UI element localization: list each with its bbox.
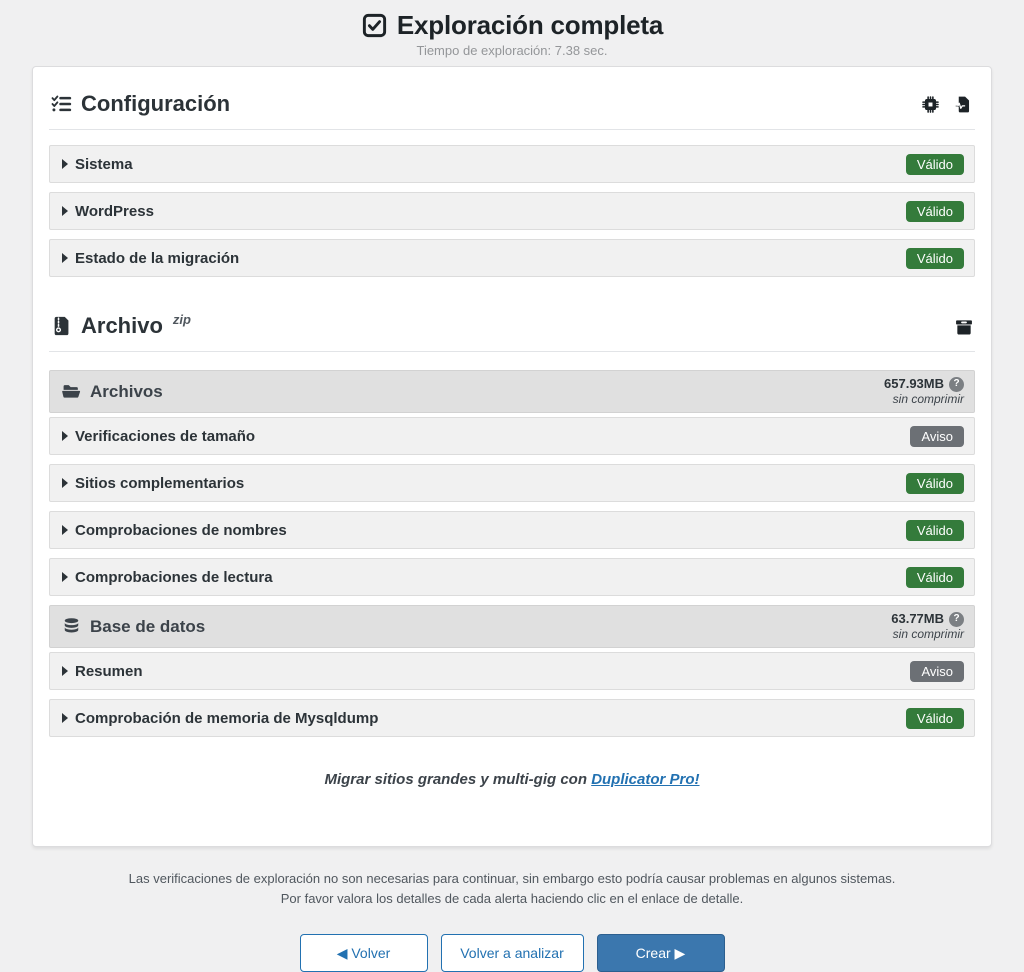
question-circle-icon[interactable]: ? [949, 377, 964, 392]
file-waveform-icon[interactable] [954, 95, 973, 114]
config-section-heading [49, 81, 975, 130]
file-zipper-icon [51, 315, 73, 337]
status-badge: Válido [906, 567, 964, 588]
promo-text-label: Migrar sitios grandes y multi-gig con [324, 771, 588, 788]
row-comprobaciones-nombres[interactable] [49, 511, 975, 549]
page-title: Exploración completa [396, 10, 664, 40]
archive-section-heading [49, 303, 975, 352]
back-button[interactable]: ◀ Volver [300, 934, 428, 972]
config-section-title: Configuración [81, 91, 231, 116]
folder-open-icon [62, 382, 81, 401]
row-verificaciones-tamano[interactable] [49, 417, 975, 455]
footer-note-line1: Las verificaciones de exploración no son necesarias para continuar, sin embargo esto podría causar problemas en algunos sistemas. [128, 871, 896, 886]
database-group-title: Base de datos [90, 616, 206, 636]
expand-arrow-icon [62, 666, 68, 676]
row-sitios-complementarios[interactable] [49, 464, 975, 502]
rescan-button[interactable]: Volver a analizar [441, 934, 584, 972]
create-button[interactable]: Crear ▶ [597, 934, 725, 972]
database-icon [62, 617, 81, 636]
status-badge: Aviso [910, 661, 964, 682]
row-estado-migracion[interactable] [49, 239, 975, 277]
duplicator-pro-link[interactable]: Duplicator Pro! [591, 771, 700, 788]
scan-time-subtitle: Tiempo de exploración: 7.38 sec. [416, 43, 608, 58]
expand-arrow-icon [62, 525, 68, 535]
expand-arrow-icon [62, 431, 68, 441]
status-badge: Válido [906, 473, 964, 494]
database-size-value: 63.77MB [891, 610, 944, 626]
archive-format-label: zip [172, 311, 191, 327]
expand-arrow-icon [62, 572, 68, 582]
footer-note-line2: Por favor valora los detalles de cada alerta haciendo clic en el enlace de detalle. [280, 890, 744, 906]
status-badge: Aviso [910, 426, 964, 447]
archive-section-title: Archivo [81, 313, 163, 338]
row-label: Sistema [75, 155, 133, 173]
row-label: WordPress [75, 202, 154, 220]
expand-arrow-icon [62, 713, 68, 723]
row-label: Resumen [75, 662, 143, 680]
status-badge: Válido [906, 248, 964, 269]
list-check-icon [51, 93, 73, 115]
row-label: Verificaciones de tamaño [75, 427, 256, 445]
database-group [49, 605, 975, 737]
question-circle-icon[interactable]: ? [949, 612, 964, 627]
status-badge: Válido [906, 154, 964, 175]
square-check-icon [361, 12, 388, 39]
row-memoria-mysqldump[interactable] [49, 699, 975, 737]
status-badge: Válido [906, 708, 964, 729]
box-archive-icon[interactable] [954, 317, 973, 336]
status-badge: Válido [906, 201, 964, 222]
scan-results-card [32, 66, 992, 847]
microchip-icon[interactable] [921, 95, 940, 114]
database-group-header [49, 605, 975, 648]
row-label: Comprobación de memoria de Mysqldump [75, 709, 379, 727]
row-comprobaciones-lectura[interactable] [49, 558, 975, 596]
files-size-note: sin comprimir [892, 392, 964, 407]
row-label: Comprobaciones de lectura [75, 568, 273, 586]
database-size-note: sin comprimir [892, 627, 964, 642]
row-wordpress[interactable] [49, 192, 975, 230]
expand-arrow-icon [62, 253, 68, 263]
status-badge: Válido [906, 520, 964, 541]
row-sistema[interactable] [49, 145, 975, 183]
row-label: Estado de la migración [75, 249, 240, 267]
expand-arrow-icon [62, 478, 68, 488]
config-rows [49, 145, 975, 277]
action-buttons [0, 934, 1024, 972]
expand-arrow-icon [62, 159, 68, 169]
expand-arrow-icon [62, 206, 68, 216]
archive-section [49, 303, 975, 737]
files-group-header [49, 370, 975, 413]
row-label: Sitios complementarios [75, 474, 245, 492]
files-group-title: Archivos [90, 381, 163, 401]
row-label: Comprobaciones de nombres [75, 521, 287, 539]
page-header [0, 0, 1024, 58]
footer-note [0, 869, 1024, 908]
files-size-block [884, 376, 964, 407]
row-resumen[interactable] [49, 652, 975, 690]
files-group [49, 370, 975, 596]
promo-text [49, 771, 975, 788]
database-size-block [891, 611, 964, 642]
files-size-value: 657.93MB [884, 375, 944, 391]
